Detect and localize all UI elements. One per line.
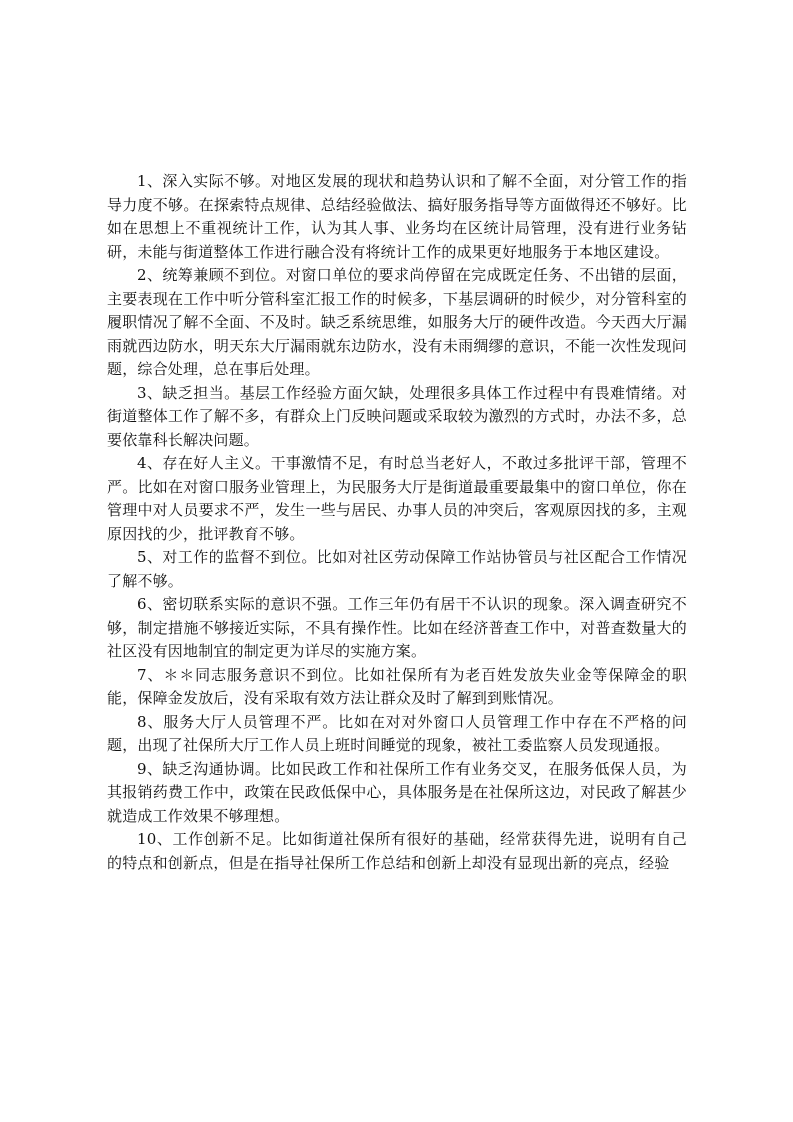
paragraph-1: 1、深入实际不够。对地区发展的现状和趋势认识和了解不全面，对分管工作的指导力度不够。在探索特点规律、总结经验做法、搞好服务指导等方面做得还不够好。比如在思想上不重视统计工作，认为其人事、业务均在区统计局管理，没有进行业务钻研，未能与街道整体工作进行融合没有将统计工作的成果更好地服务于本地区建设。 — [107, 172, 687, 261]
paragraph-8: 8、服务大厅人员管理不严。比如在对对外窗口人员管理工作中存在不严格的问题，出现了社保所大厅工作人员上班时间睡觉的现象，被社工委监察人员发现通报。 — [107, 712, 687, 754]
paragraph-7: 7、＊＊同志服务意识不到位。比如社保所有为老百姓发放失业金等保障金的职能，保障金发放后，没有采取有效方法让群众及时了解到到账情况。 — [107, 665, 687, 707]
paragraph-9: 9、缺乏沟通协调。比如民政工作和社保所工作有业务交叉，在服务低保人员，为其报销药费工作中，政策在民政低保中心，具体服务是在社保所这边，对民政了解甚少就造成工作效果不够理想。 — [107, 759, 687, 825]
paragraph-5: 5、对工作的监督不到位。比如对社区劳动保障工作站协管员与社区配合工作情况了解不够。 — [107, 548, 687, 590]
paragraph-2: 2、统筹兼顾不到位。对窗口单位的要求尚停留在完成既定任务、不出错的层面，主要表现在工作中听分管科室汇报工作的时候多，下基层调研的时候少，对分管科室的履职情况了解不全面、不及时。缺乏系统思维，如服务大厅的硬件改造。今天西大厅漏雨就西边防水，明天东大厅漏雨就东边防水，没有未雨绸缪的意识，不能一次性发现问题，综合处理，总在事后处理。 — [107, 266, 687, 378]
document-body — [107, 170, 687, 875]
paragraph-3: 3、缺乏担当。基层工作经验方面欠缺，处理很多具体工作过程中有畏难情绪。对街道整体工作了解不多，有群众上门反映问题或采取较为激烈的方式时，办法不多，总要依靠科长解决问题。 — [107, 383, 687, 449]
paragraph-6: 6、密切联系实际的意识不强。工作三年仍有居干不认识的现象。深入调查研究不够，制定措施不够接近实际，不具有操作性。比如在经济普查工作中，对普查数量大的社区没有因地制宜的制定更为详尽的实施方案。 — [107, 595, 687, 660]
paragraph-4: 4、存在好人主义。干事激情不足，有时总当老好人，不敢过多批评干部，管理不严。比如在对窗口服务业管理上，为民服务大厅是街道最重要最集中的窗口单位，你在管理中对人员要求不严，发生一些与居民、办事人员的冲突后，客观原因找的多，主观原因找的少，批评教育不够。 — [107, 454, 687, 543]
paragraph-10: 10、工作创新不足。比如街道社保所有很好的基础，经常获得先进，说明有自己的特点和创新点，但是在指导社保所工作总结和创新上却没有显现出新的亮点，经验 — [107, 830, 687, 872]
